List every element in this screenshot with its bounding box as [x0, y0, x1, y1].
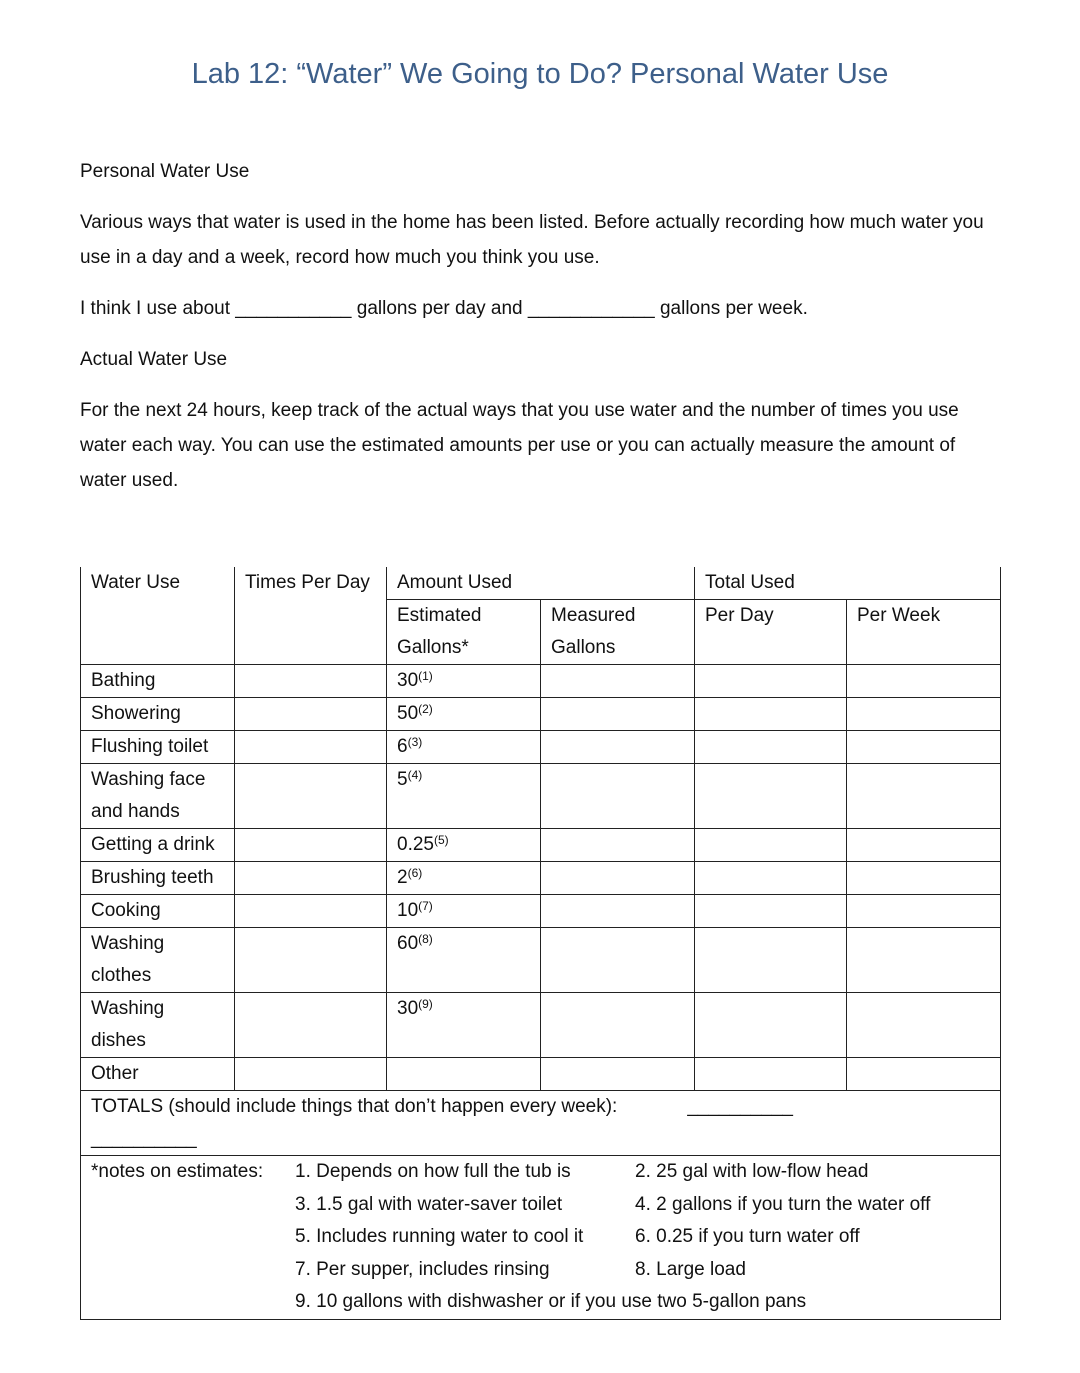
footnote-ref: (2): [418, 702, 433, 716]
estimated-value: 2: [397, 867, 408, 888]
times-per-day-cell[interactable]: [235, 1058, 387, 1091]
note-9: 9. 10 gallons with dishwasher or if you use two 5-gallon pans: [295, 1291, 807, 1312]
note-4: 4. 2 gallons if you turn the water off: [635, 1193, 931, 1215]
per-day-cell[interactable]: [695, 862, 847, 895]
per-week-cell[interactable]: [847, 665, 1001, 698]
estimated-value: 10: [397, 900, 419, 921]
footnote-ref: (4): [407, 768, 423, 782]
measured-gallons-cell[interactable]: [541, 731, 695, 764]
table-row: [81, 993, 1001, 1058]
table-row: [81, 698, 1001, 731]
footnote-ref: (7): [418, 899, 433, 913]
per-week-cell[interactable]: [847, 862, 1001, 895]
footnote-ref: (5): [433, 833, 449, 847]
times-per-day-cell[interactable]: [235, 731, 387, 764]
estimated-value: 50: [397, 703, 419, 724]
per-week-cell[interactable]: [847, 731, 1001, 764]
note-3: 3. 1.5 gal with water-saver toilet: [295, 1193, 563, 1215]
estimated-gallons-cell: [387, 698, 541, 731]
per-week-cell[interactable]: [847, 928, 1001, 993]
table-row: [81, 829, 1001, 862]
header-measured: Measured Gallons: [541, 600, 695, 665]
times-per-day-cell[interactable]: [235, 764, 387, 829]
header-per-day: Per Day: [695, 600, 847, 665]
footnote-ref: (3): [407, 735, 423, 749]
estimated-value: 6: [397, 736, 408, 757]
measured-gallons-cell[interactable]: [541, 829, 695, 862]
water-use-cell: Cooking: [81, 895, 235, 928]
note-6: 6. 0.25 if you turn water off: [635, 1226, 860, 1247]
per-day-cell[interactable]: [695, 731, 847, 764]
measured-gallons-cell[interactable]: [541, 993, 695, 1058]
measured-gallons-cell[interactable]: [541, 928, 695, 993]
estimated-gallons-cell: [387, 862, 541, 895]
notes-row: [81, 1156, 1001, 1320]
times-per-day-cell[interactable]: [235, 895, 387, 928]
measured-gallons-cell[interactable]: [541, 764, 695, 829]
per-week-cell[interactable]: [847, 895, 1001, 928]
estimated-value: 60: [397, 933, 419, 954]
water-use-table: [80, 567, 1001, 1320]
water-use-cell: Washing face and hands: [81, 764, 235, 829]
per-week-cell[interactable]: [847, 764, 1001, 829]
note-1: 1. Depends on how full the tub is: [295, 1161, 571, 1182]
page-title: Lab 12: “Water” We Going to Do? Personal Water Use: [191, 58, 889, 90]
measured-gallons-cell[interactable]: [541, 698, 695, 731]
notes-grid: [91, 1156, 990, 1319]
estimated-gallons-cell: [387, 829, 541, 862]
per-day-cell[interactable]: [695, 895, 847, 928]
header-estimated: Estimated Gallons*: [387, 600, 541, 665]
totals-cell: [81, 1091, 1001, 1156]
estimated-gallons-cell: [387, 993, 541, 1058]
table-row: [81, 731, 1001, 764]
note-5: 5. Includes running water to cool it: [295, 1226, 584, 1247]
per-week-cell[interactable]: [847, 1058, 1001, 1091]
per-day-cell[interactable]: [695, 764, 847, 829]
per-week-cell[interactable]: [847, 698, 1001, 731]
estimated-gallons-cell: [387, 731, 541, 764]
measured-gallons-cell[interactable]: [541, 1058, 695, 1091]
estimated-value: 0.25: [397, 834, 434, 855]
header-total-used: Total Used: [695, 567, 1001, 600]
table-row: [81, 895, 1001, 928]
header-per-week: Per Week: [847, 600, 1001, 665]
table-row: [81, 1058, 1001, 1091]
section-heading-actual: Actual Water Use: [80, 349, 228, 370]
totals-row: [81, 1091, 1001, 1156]
times-per-day-cell[interactable]: [235, 829, 387, 862]
footnote-ref: (9): [418, 997, 433, 1011]
table-row: [81, 665, 1001, 698]
totals-label: TOTALS (should include things that don’t happen every week):: [91, 1096, 618, 1117]
per-day-cell[interactable]: [695, 1058, 847, 1091]
header-row: [81, 567, 1001, 600]
estimated-value: 5: [397, 769, 408, 790]
estimate-line: I think I use about ___________ gallons per day and ____________ gallons per week.: [80, 298, 808, 319]
water-use-cell: Other: [81, 1058, 235, 1091]
totals-blank-per-week: __________: [91, 1128, 197, 1149]
times-per-day-cell[interactable]: [235, 928, 387, 993]
water-use-cell: Brushing teeth: [81, 862, 235, 895]
water-use-cell: Flushing toilet: [81, 731, 235, 764]
header-times-per-day: Times Per Day: [235, 567, 387, 665]
measured-gallons-cell[interactable]: [541, 895, 695, 928]
water-use-cell: Showering: [81, 698, 235, 731]
water-use-cell: Bathing: [81, 665, 235, 698]
section-heading-personal: Personal Water Use: [80, 161, 250, 182]
measured-gallons-cell[interactable]: [541, 665, 695, 698]
table-row: [81, 862, 1001, 895]
footnote-ref: (6): [407, 866, 423, 880]
times-per-day-cell[interactable]: [235, 665, 387, 698]
estimated-gallons-cell: [387, 665, 541, 698]
per-day-cell[interactable]: [695, 829, 847, 862]
footnote-ref: (8): [418, 932, 433, 946]
times-per-day-cell[interactable]: [235, 993, 387, 1058]
note-8: 8. Large load: [635, 1258, 746, 1280]
table-row: [81, 764, 1001, 829]
measured-gallons-cell[interactable]: [541, 862, 695, 895]
notes-cell: [81, 1156, 1001, 1320]
estimated-gallons-cell: [387, 895, 541, 928]
header-amount-used: Amount Used: [387, 567, 695, 600]
notes-label: *notes on estimates:: [91, 1161, 264, 1182]
note-2: 2. 25 gal with low-flow head: [635, 1161, 869, 1182]
estimated-value: 30: [397, 670, 419, 691]
estimated-value: 30: [397, 998, 419, 1019]
per-day-cell[interactable]: [695, 698, 847, 731]
per-week-cell[interactable]: [847, 993, 1001, 1058]
note-7: 7. Per supper, includes rinsing: [295, 1258, 550, 1280]
per-day-cell[interactable]: [695, 665, 847, 698]
water-use-cell: Washing dishes: [81, 993, 235, 1058]
estimated-gallons-cell: [387, 1058, 541, 1091]
times-per-day-cell[interactable]: [235, 862, 387, 895]
per-week-cell[interactable]: [847, 829, 1001, 862]
table-row: [81, 928, 1001, 993]
per-day-cell[interactable]: [695, 928, 847, 993]
estimated-gallons-cell: [387, 764, 541, 829]
header-water-use: Water Use: [81, 567, 235, 665]
instructions-paragraph: For the next 24 hours, keep track of the actual ways that you use water and the number of times you use water each way. You can use the estimated amounts per use or you can actually measure the amount of water used.: [80, 400, 959, 491]
water-use-cell: Washing clothes: [81, 928, 235, 993]
totals-blank-per-day: __________: [687, 1096, 793, 1117]
estimated-gallons-cell: [387, 928, 541, 993]
times-per-day-cell[interactable]: [235, 698, 387, 731]
per-day-cell[interactable]: [695, 993, 847, 1058]
footnote-ref: (1): [418, 669, 433, 683]
intro-paragraph: Various ways that water is used in the home has been listed. Before actually recording how much water you use in a day and a week, record how much you think you use.: [80, 212, 984, 268]
water-use-cell: Getting a drink: [81, 829, 235, 862]
